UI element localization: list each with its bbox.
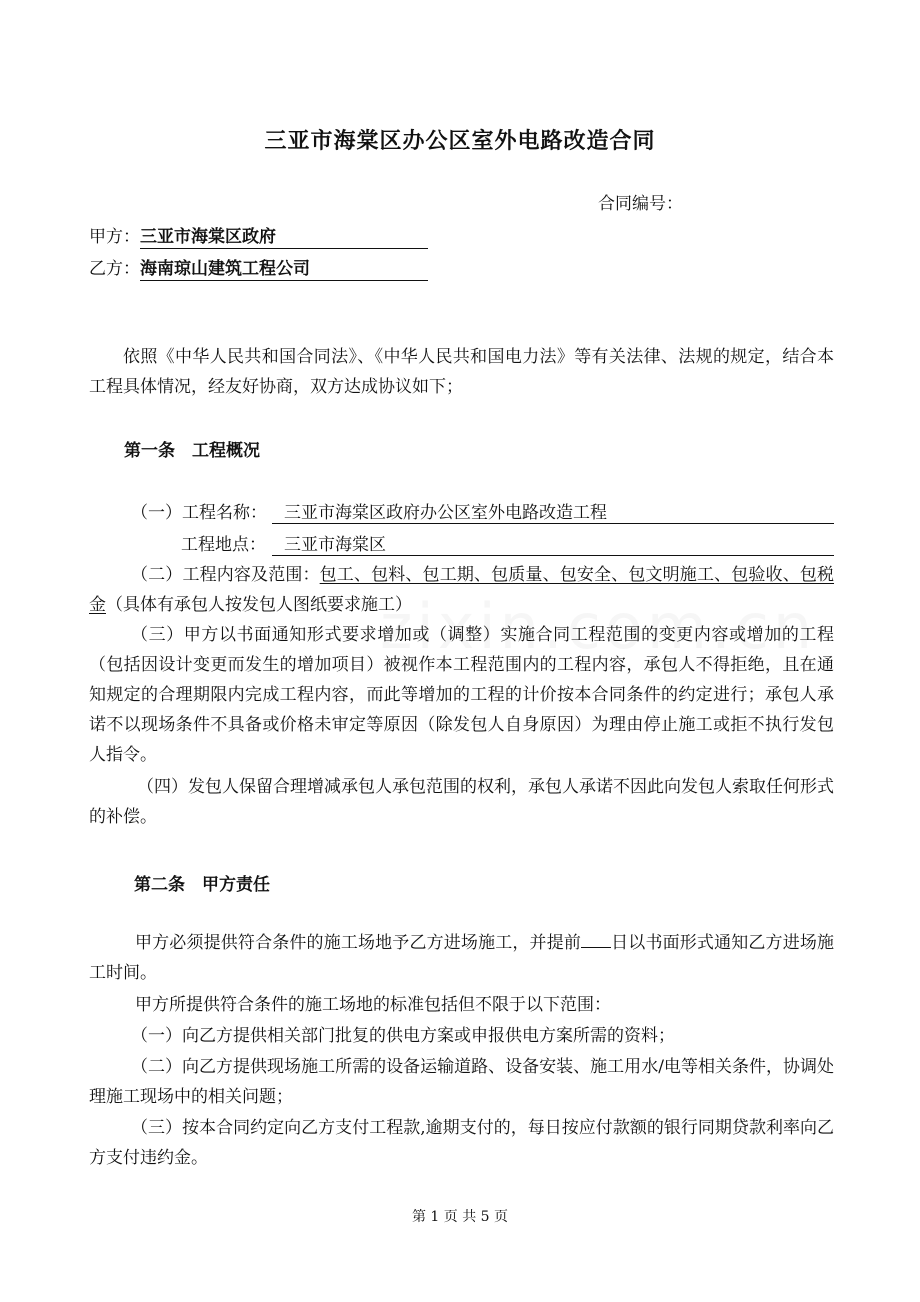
clause-2-scope	[89, 560, 834, 620]
article-1-heading: 第一条 工程概况	[124, 441, 260, 461]
article-2-heading: 第二条 甲方责任	[134, 875, 270, 895]
scope-suffix: （具体有承包人按发包人图纸要求施工）	[106, 595, 412, 615]
article-2-clause-3: （三）按本合同约定向乙方支付工程款,逾期支付的，每日按应付款额的银行同期贷款利率向乙方支付违约金。	[89, 1118, 834, 1168]
a2-p1-after: 日以书面形式通知乙方进场施工时间。	[89, 933, 834, 983]
scope-prefix: （二）工程内容及范围：	[131, 565, 320, 585]
project-name-value: 三亚市海棠区政府办公区室外电路改造工程	[272, 498, 834, 524]
intro-paragraph: 依照《中华人民共和国合同法》、《中华人民共和国电力法》等有关法律、法规的规定，结合本工程具体情况，经友好协商，双方达成协议如下；	[89, 347, 834, 397]
contract-number-label: 合同编号：	[598, 194, 683, 214]
party-a-label: 甲方：	[89, 227, 140, 247]
party-a-name: 三亚市海棠区政府	[140, 222, 428, 249]
party-a	[89, 222, 428, 249]
a2-p1-before: 甲方必须提供符合条件的施工场地予乙方进场施工，并提前	[135, 933, 581, 953]
party-b-label: 乙方：	[89, 259, 140, 279]
article-2-paragraph-1	[89, 928, 834, 988]
project-site-value: 三亚市海棠区	[272, 530, 834, 556]
clause-4: （四）发包人保留合理增减承包人承包范围的权利，承包人承诺不因此向发包人索取任何形式的补偿。	[89, 777, 834, 827]
article-2-clause-2: （二）向乙方提供现场施工所需的设备运输道路、设备安装、施工用水/电等相关条件，协调处理施工现场中的相关问题；	[89, 1057, 834, 1107]
clause-3: （三）甲方以书面通知形式要求增加或（调整）实施合同工程范围的变更内容或增加的工程（包括因设计变更而发生的增加项目）被视作本工程范围内的工程内容，承包人不得拒绝，且在通知规定的合理期限内完成工程内容，而此等增加的工程的计价按本合同条件的约定进行；承包人承诺不以现场条件不具备或价格未审定等原因（除发包人自身原因）为理由停止施工或拒不执行发包人指令。	[89, 625, 834, 765]
project-site-row	[181, 530, 386, 555]
party-b-name: 海南琼山建筑工程公司	[140, 254, 428, 281]
party-b	[89, 254, 428, 281]
days-blank	[581, 929, 611, 948]
project-site-label: 工程地点：	[181, 535, 266, 555]
article-2-clause-1: （一）向乙方提供相关部门批复的供电方案或申报供电方案所需的资料；	[131, 1026, 675, 1046]
page-footer: 第 1 页 共 5 页	[411, 1209, 509, 1225]
scope-value: 包工、包料、包工期、包质量、包安全、包文明施工、包验收、包税金	[89, 565, 835, 615]
project-name-label: （一）工程名称：	[131, 503, 267, 523]
document-title: 三亚市海棠区办公区室外电路改造合同	[264, 128, 656, 154]
project-name-row	[131, 498, 607, 523]
article-2-paragraph-2: 甲方所提供符合条件的施工场地的标准包括但不限于以下范围：	[135, 995, 611, 1015]
